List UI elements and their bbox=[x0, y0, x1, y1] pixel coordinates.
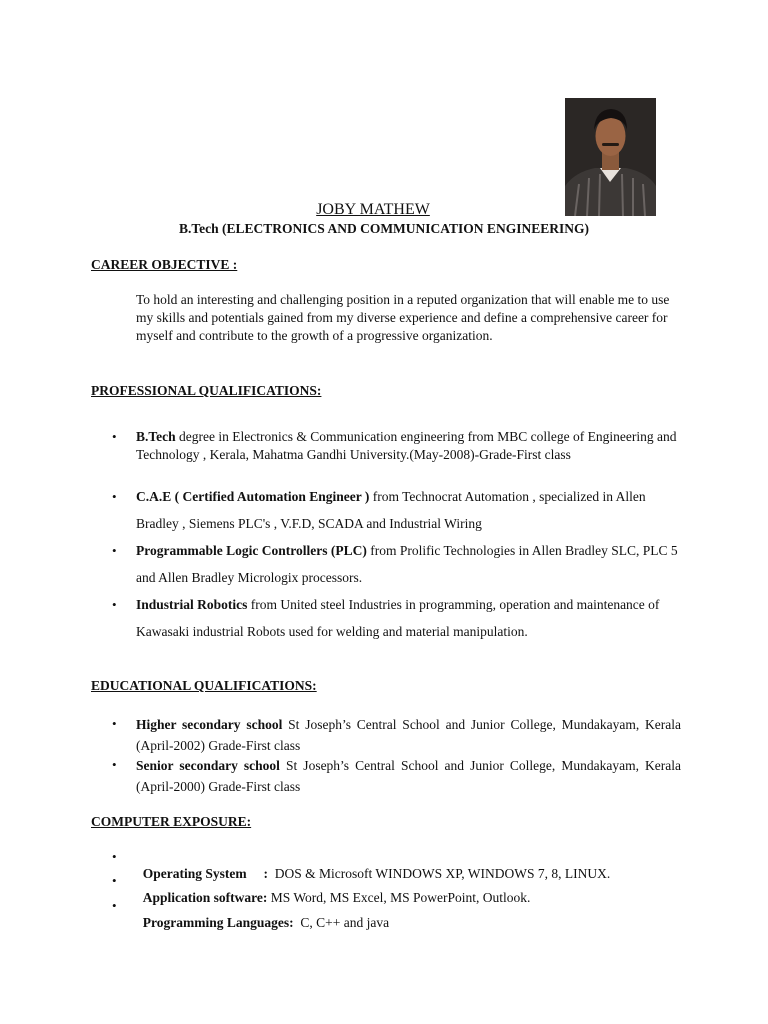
career-objective-text: To hold an interesting and challenging position in a reputed organization that will enable me to use my skills and potentials gained from my diverse experience and define a comprehensive career for myself and contribute to the growth of a progressive organization. bbox=[136, 292, 670, 343]
item-bold-label: Programming Languages: bbox=[142, 915, 294, 930]
professional-qualifications-heading: PROFESSIONAL QUALIFICATIONS: bbox=[91, 383, 322, 398]
bullet-icon: • bbox=[112, 898, 117, 913]
item-text: from Technocrat Automation , specialized in Allen Bradley , Siemens PLC's , V.F.D, SCADA and Industrial Wiring bbox=[136, 489, 646, 531]
list-item bbox=[136, 896, 681, 932]
list-item bbox=[136, 755, 681, 797]
educational-qualifications-heading: EDUCATIONAL QUALIFICATIONS: bbox=[91, 678, 317, 693]
bullet-icon: • bbox=[112, 489, 117, 504]
item-bold-label: Senior secondary school bbox=[136, 758, 280, 773]
profile-photo bbox=[565, 98, 656, 216]
item-bold-label: Industrial Robotics bbox=[136, 597, 248, 612]
computer-exposure-heading: COMPUTER EXPOSURE: bbox=[91, 814, 252, 829]
item-bold-label: Operating System : bbox=[142, 866, 268, 881]
item-text: DOS & Microsoft WINDOWS XP, WINDOWS 7, 8, LINUX. bbox=[268, 866, 611, 881]
bullet-icon: • bbox=[112, 429, 117, 444]
list-item bbox=[136, 714, 681, 756]
item-bold-label: Higher secondary school bbox=[136, 717, 283, 732]
career-objective-heading: CAREER OBJECTIVE : bbox=[91, 257, 238, 272]
list-item bbox=[136, 537, 681, 591]
bullet-icon: • bbox=[112, 849, 117, 864]
item-text: C, C++ and java bbox=[293, 915, 390, 930]
portrait-image bbox=[565, 98, 656, 216]
item-text: degree in Electronics & Communication engineering from MBC college of Engineering and Technology , Kerala, Mahatma Gandhi University.(May-2008)-Grade-First class bbox=[136, 429, 677, 462]
list-item bbox=[136, 428, 681, 464]
degree-title: B.Tech (ELECTRONICS AND COMMUNICATION ENGINEERING) bbox=[179, 221, 589, 236]
bullet-icon: • bbox=[112, 757, 117, 772]
item-bold-label: Application software: bbox=[142, 890, 268, 905]
item-text: from United steel Industries in programming, operation and maintenance of Kawasaki industrial Robots used for welding and material manipulation. bbox=[136, 597, 660, 639]
item-text: from Prolific Technologies in Allen Bradley SLC, PLC 5 and Allen Bradley Micrologix processors. bbox=[136, 543, 678, 585]
bullet-icon: • bbox=[112, 716, 117, 731]
item-bold-label: B.Tech bbox=[136, 429, 176, 444]
bullet-icon: • bbox=[112, 543, 117, 558]
item-bold-label: C.A.E ( Certified Automation Engineer ) bbox=[136, 489, 370, 504]
list-item bbox=[136, 591, 681, 645]
item-bold-label: Programmable Logic Controllers (PLC) bbox=[136, 543, 367, 558]
list-item bbox=[136, 483, 681, 537]
bullet-icon: • bbox=[112, 597, 117, 612]
item-text: MS Word, MS Excel, MS PowerPoint, Outlook. bbox=[267, 890, 531, 905]
item-text: St Joseph’s Central School and Junior College, Mundakayam, Kerala (April-2000) Grade-First class bbox=[136, 758, 681, 794]
bullet-icon: • bbox=[112, 873, 117, 888]
candidate-name: JOBY MATHEW bbox=[316, 201, 430, 218]
item-text: St Joseph’s Central School and Junior College, Mundakayam, Kerala (April-2002) Grade-First class bbox=[136, 717, 682, 753]
